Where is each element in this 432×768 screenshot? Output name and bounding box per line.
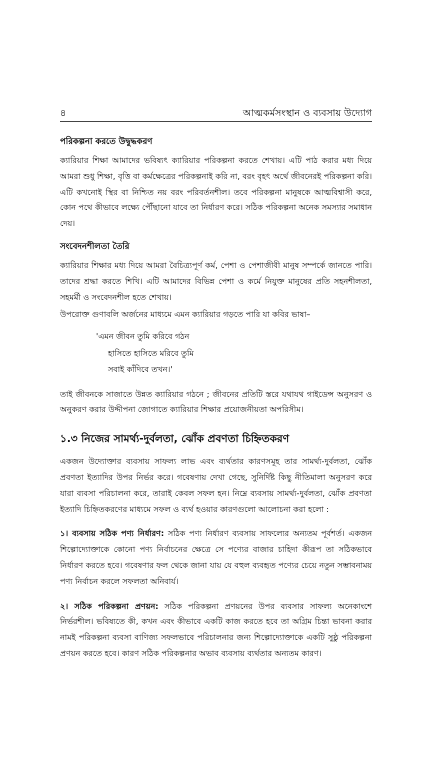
- paragraph-conclusion: তাই জীবনকে সাজাতে উন্নত ক্যারিয়ার গঠনে ; জীবনের প্রতিটি স্তরে যথাযথ গাইডেন্স অনুসরণ ও অনুকরণ করার উদ্দীপনা জোগাতে ক্যারিয়ার শিক্ষার প্রয়োজনীয়তা অপরিসীম।: [60, 389, 372, 415]
- poem-line: 'এমন জীবন তুমি করিবে গঠন: [96, 332, 190, 342]
- poem-line: সবাই কাঁদিবে তখন।': [108, 365, 173, 375]
- subheading-planning-motivation: পরিকল্পনা করতে উদ্বুদ্ধকরণ: [60, 137, 153, 147]
- list-item-planning: [60, 599, 372, 662]
- section-title-1-3: ১.৩ নিজের সামর্থ্য-দুর্বলতা, ঝোঁক প্রবণতা চিহ্নিতকরণ: [60, 433, 290, 446]
- list-item-product-selection: [60, 526, 372, 589]
- page-header: [60, 107, 372, 122]
- page-number: ৪: [60, 108, 67, 119]
- paragraph-intro: একজন উদ্যোক্তার ব্যবসায় সাফল্য লাভ এবং ব্যর্থতার কারণসমূহ তার সামর্থ্য-দুর্বলতা, ঝোঁক প্রবণতা ইত্যাদির উপর নির্ভর করে। গবেষণায় দেখা গেছে, সুনির্দিষ্ট কিছু নীতিমালা অনুসরণ করে যারা ব্যবসা পরিচালনা করে, তারাই কেবল সফল হন। নিম্নে ব্যবসায় সামর্থ্য-দুর্বলতা, ঝোঁক প্রবণতা ইত্যাদি চিহ্নিতকরণের মাধ্যমে সফল ও ব্যর্থ হওয়ার কারণগুলো আলোচনা করা হলো :: [60, 457, 372, 514]
- list-item-body: সঠিক পরিকল্পনা প্রণয়নের উপর ব্যবসার সাফল্য অনেকাংশে নির্ভরশীল। ভবিষ্যতে কী, কখন এবং কীভাবে একটি কাজ করতে হবে তা অগ্রিম চিন্তা ভাবনা করার নামই পরিকল্পনা ব্যবসা বাণিজ্য সফলভাবে পরিচালনার জন্য শিল্পোদ্যোক্তাকে একটি সুষ্ঠু পরিকল্পনা প্রণয়ন করতে হবে। কারণ সঠিক পরিকল্পনার অভাব ব্যবসায় ব্যর্থতার অন্যতম কারণ।: [60, 601, 372, 659]
- running-title: আত্মকর্মসংস্থান ও ব্যবসায় উদ্যোগ: [242, 108, 372, 119]
- subheading-sensitivity: সংবেদনশীলতা তৈরি: [60, 241, 130, 252]
- poem-line: হাসিতে হাসিতে মরিবে তুমি: [108, 348, 194, 358]
- header-divider: [60, 121, 372, 122]
- list-item-lead: ১। ব্যবসায় সঠিক পণ্য নির্ধারণ:: [60, 529, 165, 539]
- paragraph-planning: ক্যারিয়ার শিক্ষা আমাদের ভবিষ্যৎ ক্যারিয়ার পরিকল্পনা করতে শেখায়। এটি পাঠ করার মধ্য দিয়ে আমরা শুধু শিক্ষা, বৃত্তি বা কর্মক্ষেত্রের পরিকল্পনাই করি না, বরং বৃহৎ অর্থে জীবনেরই পরিকল্পনা করি। এটি কখনোই স্থির বা নিশ্চিত নয় বরং পরিবর্তনশীল। তবে পরিকল্পনা মানুষকে আত্মবিশ্বাসী করে, কোন পথে কীভাবে লক্ষ্যে পৌঁছানো যাবে তা নির্ধারণ করে। সঠিক পরিকল্পনা অনেক সমস্যার সমাধান দেয়।: [60, 156, 372, 229]
- list-item-lead: ২। সঠিক পরিকল্পনা প্রণয়ন:: [60, 601, 159, 611]
- poem-quote: [96, 329, 372, 379]
- paragraph-poem-intro: উপরোক্ত গুণাবলি অর্জনের মাধ্যমে এমন ক্যারিয়ার গড়তে পারি যা কবির ভাষা–: [60, 310, 311, 320]
- list-item-body: সঠিক পণ্য নির্ধারণ ব্যবসায় সাফল্যের অন্যতম পূর্বশর্ত। একজন শিল্পোদ্যোক্তাকে কোনো পণ্য নির্বাচনের ক্ষেত্রে সে পণ্যের বাজার চাহিদা কীরূপ তা সঠিকভাবে নির্ধারণ করতে হবে। গবেষণার ফল থেকে জানা যায় যে বহুল ব্যবহৃত পণ্যের চেয়ে নতুন সম্ভাবনাময় পণ্য নির্বাচন করলে সফলতা অনিবার্য।: [60, 529, 373, 586]
- page-body: [60, 136, 372, 671]
- paragraph-sensitivity: ক্যারিয়ার শিক্ষার মধ্য দিয়ে আমরা বৈচিত্র্যপূর্ণ কর্ম, পেশা ও পেশাজীবী মানুষ সম্পর্কে জানতে পারি। তাদের শ্রদ্ধা করতে শিখি। এটি আমাদের বিভিন্ন পেশা ও কর্মে নিযুক্ত মানুষের প্রতি সহনশীলতা, সহমর্মী ও সংবেদনশীল হতে শেখায়।: [60, 260, 372, 302]
